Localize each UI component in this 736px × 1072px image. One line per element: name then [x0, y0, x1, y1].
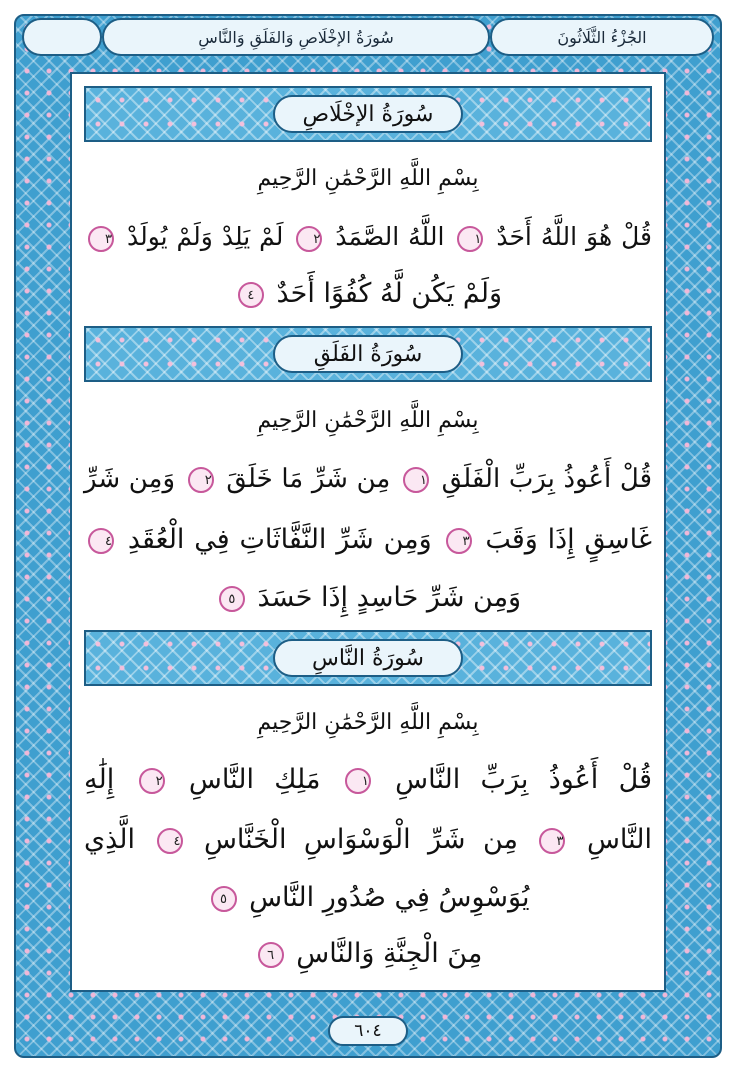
ayah-text: وَمِن شَرِّ [84, 464, 176, 494]
ayah-number-marker: ١ [403, 467, 429, 493]
ayah-text: مِنَ الْجِنَّةِ وَالنَّاسِ [296, 938, 483, 969]
ayah-line [84, 278, 652, 309]
ayah-number-marker: ٢ [296, 226, 322, 252]
surah-title: سُورَةُ الإخْلَاصِ [273, 95, 463, 133]
ayah-text: وَمِن شَرِّ النَّفَّاثَاتِ فِي الْعُقَدِ [127, 524, 432, 555]
ayah-line [84, 882, 652, 913]
ayah-number-marker: ١ [345, 768, 371, 794]
ayah-line [84, 938, 652, 969]
basmala: بِسْمِ اللَّهِ الرَّحْمَٰنِ الرَّحِيمِ [257, 710, 479, 735]
ayah-text: مِن شَرِّ مَا خَلَقَ [226, 464, 391, 494]
ayah-text: مَلِكِ النَّاسِ [188, 764, 321, 795]
ayah-line [84, 824, 652, 855]
surah-banner-nas [84, 630, 652, 686]
ayah-number-marker: ٦ [258, 942, 284, 968]
ayah-number-marker: ٤ [157, 828, 183, 854]
ayah-text: قُلْ هُوَ اللَّهُ أَحَدٌ [496, 222, 652, 251]
surah-title: سُورَةُ الفَلَقِ [273, 335, 463, 373]
page-number: ٦٠٤ [328, 1016, 408, 1046]
surah-names-header: سُورَةُ الإخْلَاصِ وَالفَلَقِ وَالنَّاسِ [102, 18, 490, 56]
ayah-number-marker: ٤ [238, 282, 264, 308]
basmala: بِسْمِ اللَّهِ الرَّحْمَٰنِ الرَّحِيمِ [257, 166, 479, 191]
ayah-number-marker: ٥ [219, 586, 245, 612]
ayah-number-marker: ٣ [446, 528, 472, 554]
basmala: بِسْمِ اللَّهِ الرَّحْمَٰنِ الرَّحِيمِ [257, 408, 479, 433]
ayah-text: يُوَسْوِسُ فِي صُدُورِ النَّاسِ [249, 882, 530, 913]
ayah-line [84, 222, 652, 252]
ayah-text: اللَّهُ الصَّمَدُ [335, 222, 445, 251]
ayah-line [84, 764, 652, 795]
ayah-text: قُلْ أَعُوذُ بِرَبِّ النَّاسِ [395, 764, 652, 795]
surah-title: سُورَةُ النَّاسِ [273, 639, 463, 677]
ayah-number-marker: ٢ [188, 467, 214, 493]
ayah-text: غَاسِقٍ إِذَا وَقَبَ [485, 524, 652, 555]
ayah-text: قُلْ أَعُوذُ بِرَبِّ الْفَلَقِ [441, 464, 653, 494]
ayah-text: مِن شَرِّ الْوَسْوَاسِ الْخَنَّاسِ [203, 824, 519, 855]
ayah-line [84, 464, 652, 494]
ayah-text: وَمِن شَرِّ حَاسِدٍ إِذَا حَسَدَ [257, 582, 522, 613]
ayah-text: وَلَمْ يَكُن لَّهُ كُفُوًا أَحَدٌ [276, 278, 503, 309]
ayah-number-marker: ١ [457, 226, 483, 252]
ayah-text: الَّذِي [84, 824, 136, 855]
ayah-line [84, 582, 652, 613]
surah-banner-falaq [84, 326, 652, 382]
surah-banner-ikhlas [84, 86, 652, 142]
ayah-number-marker: ٣ [539, 828, 565, 854]
ayah-number-marker: ٢ [139, 768, 165, 794]
ayah-text: لَمْ يَلِدْ وَلَمْ يُولَدْ [126, 222, 284, 251]
juz-label: الجُزْءُ الثَّلَاثُونَ [490, 18, 714, 56]
header-ornament [22, 18, 102, 56]
ayah-text: إِلَٰهِ [84, 764, 115, 795]
ayah-number-marker: ٣ [88, 226, 114, 252]
ayah-number-marker: ٥ [211, 886, 237, 912]
ayah-number-marker: ٤ [88, 528, 114, 554]
ayah-line [84, 524, 652, 555]
ayah-text: النَّاسِ [586, 824, 652, 855]
